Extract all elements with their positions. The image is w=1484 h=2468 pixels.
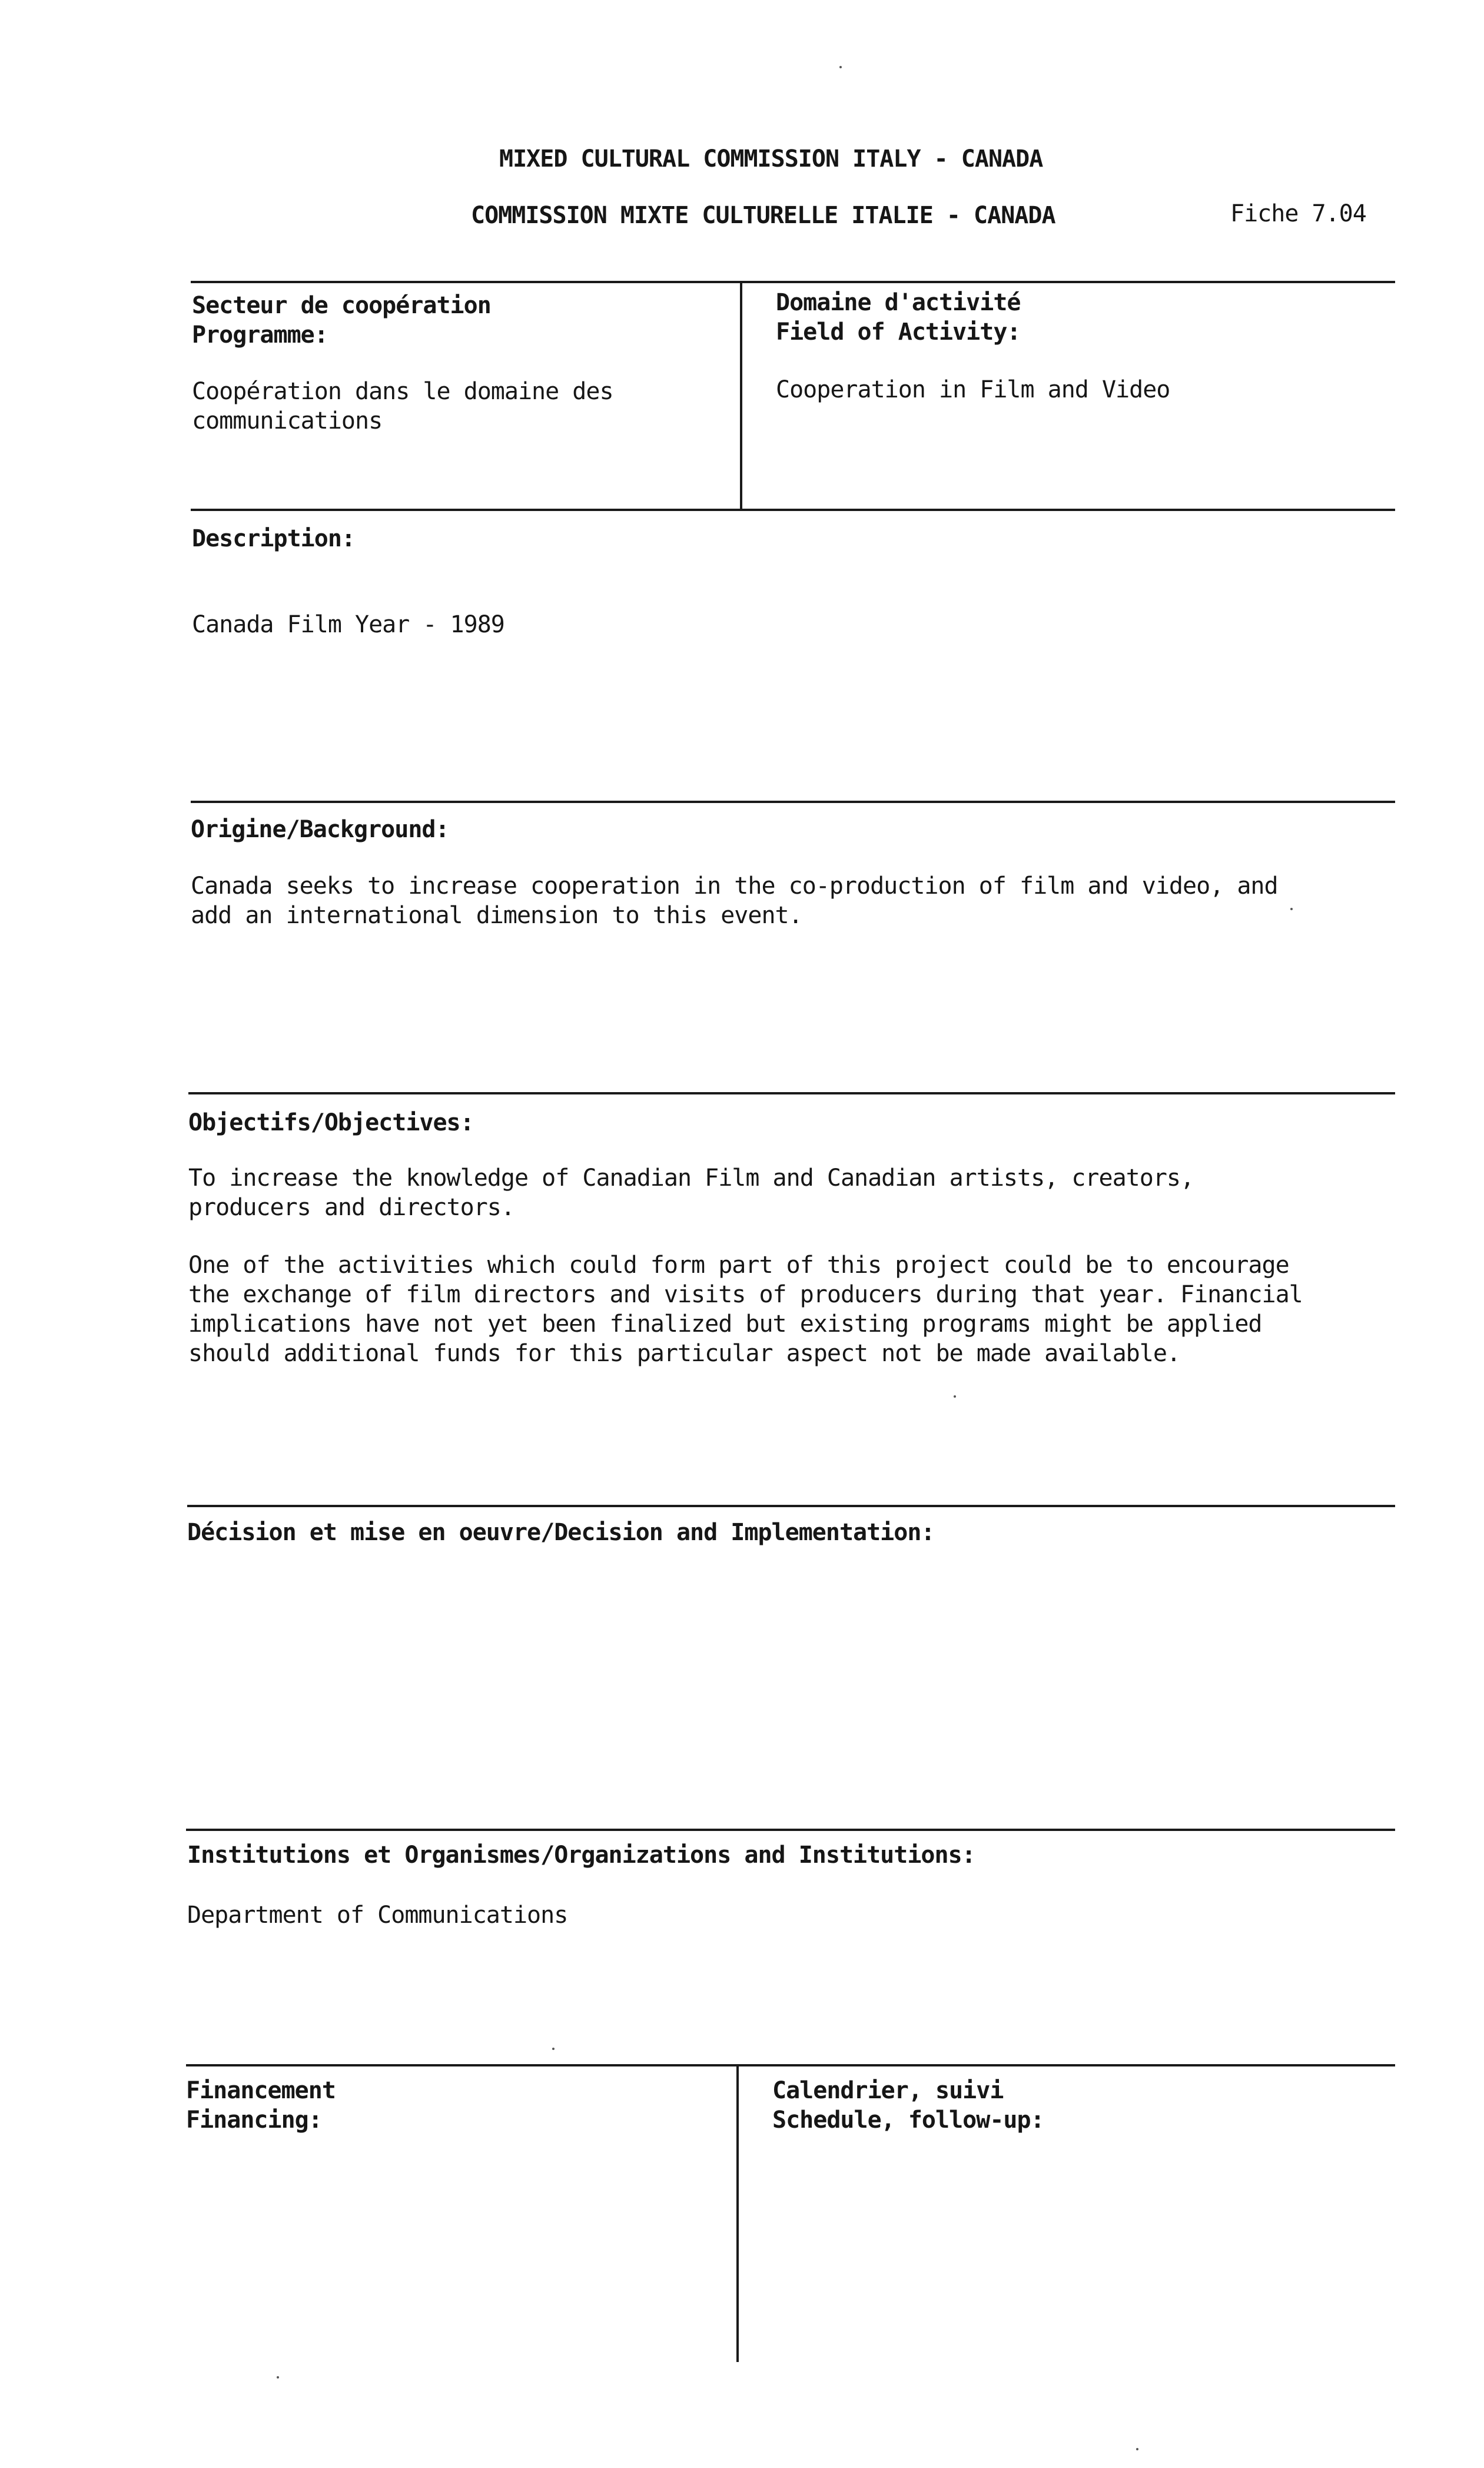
schedule-label-line1: Calendrier, suivi [772, 2077, 1004, 2104]
objectives-para2-line: One of the activities which could form part of this project could be to encourage [188, 1252, 1289, 1279]
schedule-label [772, 2076, 1044, 2135]
objectives-para1-line: To increase the knowledge of Canadian Film and Canadian artists, creators, [188, 1165, 1194, 1192]
financing-label [186, 2076, 336, 2135]
objectives-para2-line: should additional funds for this particular aspect not be made available. [188, 1340, 1180, 1367]
bottom-column-divider [736, 2064, 739, 2362]
bottom-rule [186, 2064, 1395, 2066]
sector-value [192, 377, 613, 436]
background-rule [191, 801, 1395, 803]
objectives-para1-line: producers and directors. [188, 1194, 514, 1221]
scan-speck [1290, 908, 1293, 910]
sector-label-line1: Secteur de coopération [192, 292, 491, 319]
schedule-label-line2: Schedule, follow-up: [772, 2107, 1044, 2134]
top-column-divider [740, 281, 742, 511]
field-label [776, 288, 1020, 347]
sector-label [192, 291, 491, 350]
field-label-line1: Domaine d'activité [776, 289, 1021, 316]
sector-label-line2: Programme: [192, 321, 328, 349]
description-rule [191, 509, 1395, 511]
background-label: Origine/Background: [191, 816, 449, 843]
field-label-line2: Field of Activity: [776, 319, 1021, 346]
scan-speck [277, 2376, 279, 2379]
top-rule [191, 281, 1395, 283]
header-title-en: MIXED CULTURAL COMMISSION ITALY - CANADA [499, 145, 1043, 173]
objectives-para2-line: the exchange of film directors and visits of producers during that year. Financial [188, 1281, 1303, 1308]
financing-label-line1: Financement [186, 2077, 336, 2104]
objectives-para1 [188, 1163, 1194, 1222]
decision-rule [187, 1505, 1395, 1507]
description-value: Canada Film Year - 1989 [192, 611, 504, 638]
description-label: Description: [192, 525, 355, 552]
institutions-value: Department of Communications [187, 1902, 568, 1929]
objectives-rule [188, 1092, 1395, 1094]
fiche-number: Fiche 7.04 [1230, 200, 1366, 227]
sector-value-line1: Coopération dans le domaine des [192, 378, 613, 405]
institutions-label: Institutions et Organismes/Organizations and Institutions: [187, 1842, 975, 1869]
header-title-fr: COMMISSION MIXTE CULTURELLE ITALIE - CANADA [471, 202, 1055, 229]
field-value: Cooperation in Film and Video [776, 376, 1170, 403]
objectives-para2 [188, 1250, 1303, 1368]
background-text [191, 871, 1278, 930]
objectives-para2-line: implications have not yet been finalized but existing programs might be applied [188, 1311, 1262, 1338]
scan-speck [839, 66, 842, 68]
scan-speck [1136, 2448, 1138, 2450]
objectives-label: Objectifs/Objectives: [188, 1109, 474, 1136]
scan-speck [954, 1395, 956, 1398]
decision-label: Décision et mise en oeuvre/Decision and Implementation: [187, 1519, 935, 1546]
background-line: add an international dimension to this event. [191, 902, 802, 929]
financing-label-line2: Financing: [186, 2107, 322, 2134]
sector-value-line2: communications [192, 407, 383, 434]
background-line: Canada seeks to increase cooperation in the co-production of film and video, and [191, 873, 1278, 900]
institutions-rule [186, 1829, 1395, 1831]
scan-speck [552, 2048, 555, 2050]
